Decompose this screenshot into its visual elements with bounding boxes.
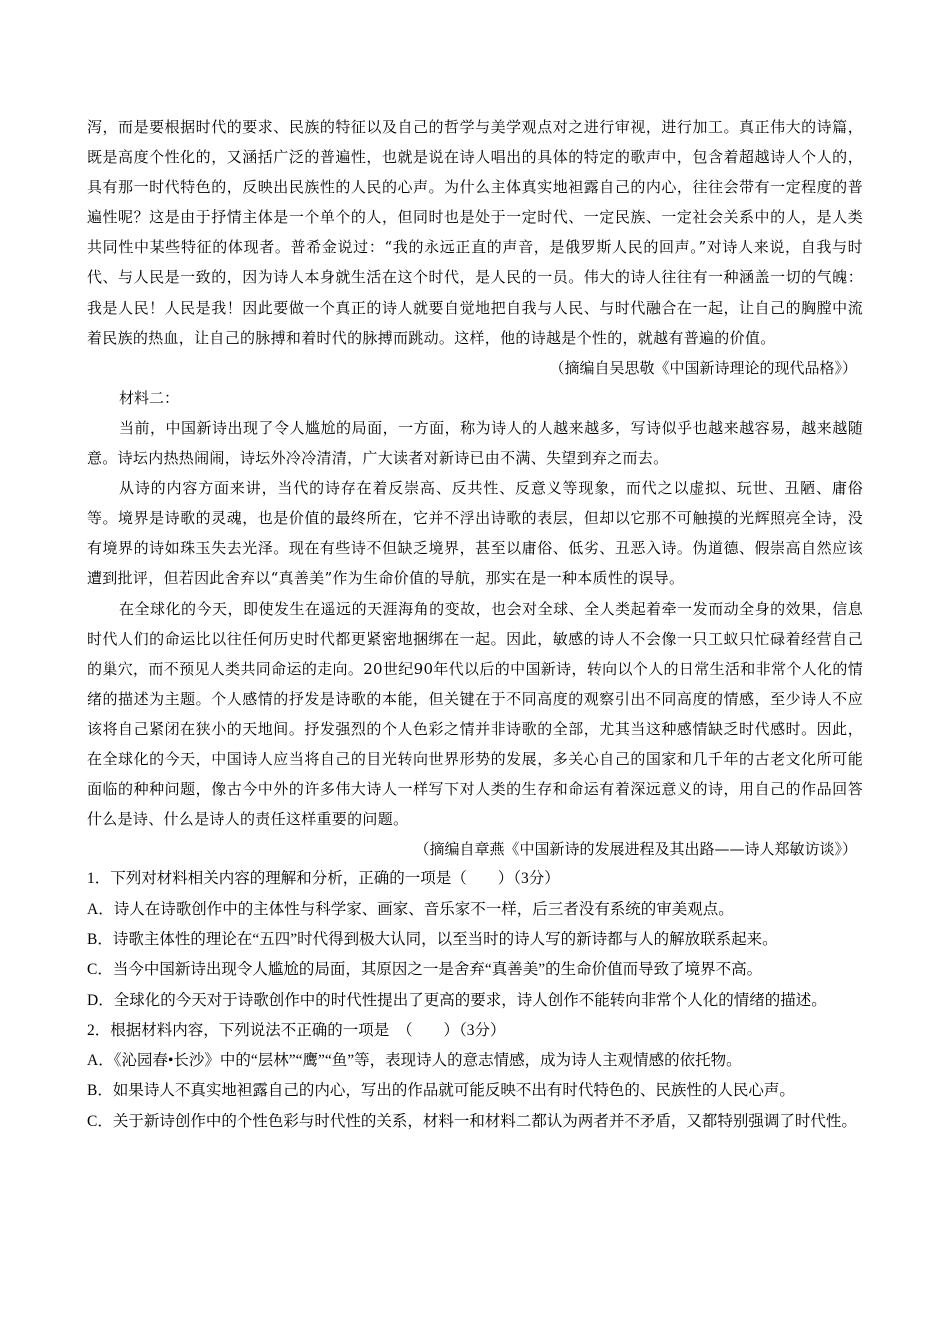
question-2-option-a[interactable]: A．《沁园春•长沙》中的“层林”“鹰”“鱼”等，表现诗人的意志情感，成为诗人主观情感的依托物。 [87, 1052, 742, 1070]
material-one-paragraph: 泻，而是要根据时代的要求、民族的特征以及自己的哲学与美学观点对之进行审视，进行加工。真正伟大的诗篇，既是高度个性化的，又涵括广泛的普遍性，也就是说在诗人唱出的具体的特定的歌声中，包含着超越诗人个人的，具有那一时代特色的，反映出民族性的人民的心声。为什么主体真实地袒露自己的内心，往往会带有一定程度的普遍性呢？这是由于抒情主体是一个单个的人，但同时也是处于一定时代、一定民族、一定社会关系中的人，是人类共同性中某些特征的体现者。普希金说过：“我的永远正直的声音，是俄罗斯人民的回声。”对诗人来说，自我与时代、与人民是一致的，因为诗人本身就生活在这个时代，是人民的一员。伟大的诗人往往有一种涵盖一切的气魄：我是人民！人民是我！因此要做一个真正的诗人就要自觉地把自我与人民、与时代融合在一起，让自己的胸膛中流着民族的热血，让自己的脉搏和着时代的脉搏而跳动。这样，他的诗越是个性的，就越有普遍的价值。 [87, 118, 863, 347]
material-one-source: （摘编自吴思敬《中国新诗理论的现代品格》） [549, 358, 857, 377]
material-two-source: （摘编自章燕《中国新诗的发展进程及其出路——诗人郑敏访谈》） [414, 840, 857, 859]
material-two-label: 材料二： [119, 388, 180, 407]
question-2-option-b[interactable]: B．如果诗人不真实地袒露自己的内心，写出的作品就可能反映不出有时代特色的、民族性的人民心声。 [87, 1082, 795, 1100]
material-two-paragraph-3: 在全球化的今天，即使发生在遥远的天涯海角的变故，也会对全球、全人类起着牵一发而动全身的效果，信息时代人们的命运比以往任何历史时代都更紧密地捆绑在一起。因此，敏感的诗人不会像一只工蚁只忙碌着经营自己的巢穴，而不预见人类共同命运的走向。20世纪90年代以后的中国新诗，转向以个人的日常生活和非常个人化的情绪的描述为主题。个人感情的抒发是诗歌的本能，但关键在于不同高度的观察引出不同高度的情感，至少诗人不应该将自己紧闭在狭小的天地间。抒发强烈的个人色彩之情并非诗歌的全部，尤其当这种感情缺乏时代感时。因此，在全球化的今天，中国诗人应当将自己的目光转向世界形势的发展，多关心自己的国家和几千年的古老文化所可能面临的种种问题，像古今中外的许多伟大诗人一样写下对人类的生存和命运有着深远意义的诗，用自己的作品回答什么是诗、什么是诗人的责任这样重要的问题。 [87, 599, 863, 829]
exam-page [87, 112, 863, 1137]
question-1-option-d[interactable]: D．全球化的今天对于诗歌创作中的时代性提出了更高的要求，诗人创作不能转向非常个人化的情绪的描述。 [87, 991, 827, 1009]
material-two-paragraph-1: 当前，中国新诗出现了令人尴尬的局面，一方面，称为诗人的人越来越多，写诗似乎也越来越容易，越来越随意。诗坛内热热闹闹，诗坛外冷冷清清，广大读者对新诗已由不满、失望到弃之而去。 [87, 418, 863, 468]
question-1-option-a[interactable]: A．诗人在诗歌创作中的主体性与科学家、画家、音乐家不一样，后三者没有系统的审美观点。 [87, 900, 734, 918]
question-1-stem: 1．下列对材料相关内容的理解和分析，正确的一项是（ ）（3分） [87, 870, 560, 888]
question-2-stem: 2．根据材料内容，下列说法不正确的一项是 （ ）（3分） [87, 1021, 506, 1039]
material-two-paragraph-2: 从诗的内容方面来讲，当代的诗存在着反崇高、反共性、反意义等现象，而代之以虚拟、玩世、丑陋、庸俗等。境界是诗歌的灵魂，也是价值的最终所在，它并不浮出诗歌的表层，但却以它那不可触摸的光辉照亮全诗，没有境界的诗如珠玉失去光泽。现在有些诗不但缺乏境界，甚至以庸俗、低劣、丑恶入诗。伪道德、假崇高自然应该遭到批评，但若因此舍弃以“真善美”作为生命价值的导航，那实在是一种本质性的误导。 [87, 479, 863, 588]
question-2-option-c[interactable]: C．关于新诗创作中的个性色彩与时代性的关系，材料一和材料二都认为两者并不矛盾，又都特别强调了时代性。 [87, 1112, 857, 1130]
question-1-option-b[interactable]: B．诗歌主体性的理论在“五四”时代得到极大认同，以至当时的诗人写的新诗都与人的解放联系起来。 [87, 930, 778, 948]
question-1-option-c[interactable]: C．当今中国新诗出现令人尴尬的局面，其原因之一是舍弃“真善美”的生命价值而导致了境界不高。 [87, 961, 763, 979]
